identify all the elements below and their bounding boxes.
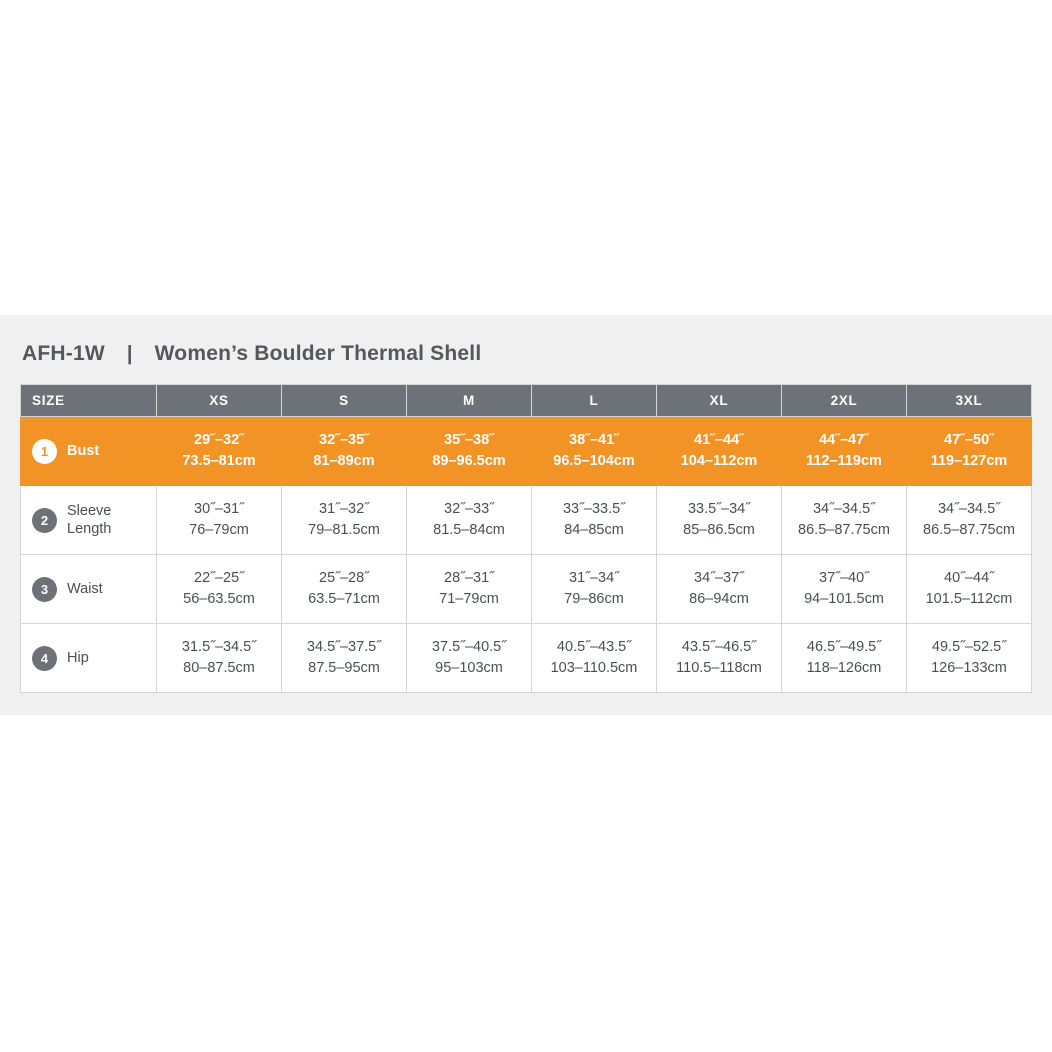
measure-cell [657,417,782,486]
column-header-3xl: 3XL [907,385,1032,417]
measure-cm: 110.5–118cm [676,660,762,676]
measure-inch: 34.5˝–37.5˝ [306,638,382,655]
measure-cm: 81.5–84cm [433,522,505,538]
measure-inch: 34˝–34.5˝ [937,500,1001,517]
measure-cell [907,555,1032,624]
measure-cell [282,417,407,486]
measure-inch: 47˝–50˝ [944,431,994,448]
measure-cell [282,555,407,624]
column-header-xl: XL [657,385,782,417]
measure-cm: 118–126cm [806,660,882,676]
table-row [21,486,1032,555]
measure-cell [157,486,282,555]
measure-cm: 103–110.5cm [550,660,638,676]
measure-cell [407,555,532,624]
size-chart-panel [0,315,1052,715]
measure-cm: 112–119cm [806,453,882,469]
measure-cm: 94–101.5cm [804,591,884,607]
row-number-badge: 1 [32,439,57,464]
measure-inch: 31˝–32˝ [319,500,369,517]
measure-cell [907,624,1032,693]
measure-inch: 46.5˝–49.5˝ [806,638,882,655]
measure-inch: 37˝–40˝ [819,569,869,586]
measure-inch: 35˝–38˝ [444,431,494,448]
column-header-size: SIZE [21,385,157,417]
measure-cm: 86.5–87.75cm [798,522,890,538]
measure-inch: 31˝–34˝ [569,569,619,586]
column-header-2xl: 2XL [782,385,907,417]
measure-cell [532,555,657,624]
measure-cell [532,417,657,486]
measure-cm: 104–112cm [680,453,758,469]
column-header-l: L [532,385,657,417]
measure-cell [407,417,532,486]
measure-cell [657,555,782,624]
column-header-s: S [282,385,407,417]
measure-cm: 96.5–104cm [553,453,635,469]
measure-cell [282,624,407,693]
measure-cell [532,486,657,555]
column-header-m: M [407,385,532,417]
table-row [21,624,1032,693]
measure-cell [532,624,657,693]
measure-cm: 81–89cm [313,453,375,469]
measure-inch: 40.5˝–43.5˝ [556,638,632,655]
measure-inch: 41˝–44˝ [694,431,744,448]
measure-inch: 31.5˝–34.5˝ [181,638,257,655]
measure-inch: 34˝–34.5˝ [812,500,876,517]
measure-cell [407,486,532,555]
measure-cell [782,624,907,693]
measure-cm: 84–85cm [564,522,624,538]
measure-inch: 44˝–47˝ [819,431,869,448]
measure-inch: 32˝–33˝ [444,500,494,517]
table-header-row [21,385,1032,417]
measure-cell [907,486,1032,555]
measure-cm: 86.5–87.75cm [923,522,1015,538]
product-code: AFH-1W [22,342,105,365]
measure-inch: 33˝–33.5˝ [562,500,626,517]
measure-cell [157,624,282,693]
table-row [21,555,1032,624]
measure-cm: 79–86cm [564,591,624,607]
measure-inch: 37.5˝–40.5˝ [431,638,507,655]
row-number-badge: 4 [32,646,57,671]
measure-inch: 22˝–25˝ [194,569,244,586]
row-number-badge: 2 [32,508,57,533]
measure-inch: 34˝–37˝ [694,569,744,586]
table-row [21,417,1032,486]
measure-inch: 29˝–32˝ [194,431,244,448]
measure-cell [782,555,907,624]
row-label-text: Sleeve Length [67,502,112,537]
row-label-cell [21,486,157,555]
row-label-text: Waist [67,580,103,597]
chart-title [0,315,1052,384]
row-number-badge: 3 [32,577,57,602]
measure-cell [782,417,907,486]
measure-cell [157,417,282,486]
row-label-cell [21,417,157,486]
row-label-text: Hip [67,649,89,666]
measure-cm: 101.5–112cm [925,591,1013,607]
measure-cell [657,486,782,555]
measure-cm: 95–103cm [435,660,503,676]
measure-cm: 80–87.5cm [183,660,255,676]
table-body [21,417,1032,693]
measure-inch: 43.5˝–46.5˝ [681,638,757,655]
measure-cm: 89–96.5cm [432,453,506,469]
title-separator: | [126,343,133,365]
column-header-xs: XS [157,385,282,417]
product-name: Women’s Boulder Thermal Shell [154,342,482,365]
measure-inch: 28˝–31˝ [444,569,494,586]
measure-cell [782,486,907,555]
measure-cm: 79–81.5cm [308,522,380,538]
measure-cm: 71–79cm [439,591,499,607]
measure-cm: 73.5–81cm [182,453,256,469]
measure-cm: 56–63.5cm [183,591,255,607]
size-chart-table [20,384,1032,693]
measure-inch: 49.5˝–52.5˝ [931,638,1007,655]
measure-cm: 86–94cm [689,591,749,607]
measure-cm: 63.5–71cm [308,591,380,607]
table-header [21,385,1032,417]
measure-inch: 32˝–35˝ [319,431,369,448]
measure-cm: 126–133cm [931,660,1007,676]
measure-inch: 30˝–31˝ [194,500,244,517]
measure-cm: 85–86.5cm [683,522,755,538]
measure-inch: 38˝–41˝ [569,431,619,448]
measure-inch: 33.5˝–34˝ [687,500,751,517]
measure-cell [407,624,532,693]
measure-cell [282,486,407,555]
measure-cell [657,624,782,693]
measure-cm: 119–127cm [930,453,1008,469]
measure-cm: 76–79cm [189,522,249,538]
row-label-text: Bust [67,442,100,459]
row-label-cell [21,624,157,693]
measure-inch: 40˝–44˝ [944,569,994,586]
measure-inch: 25˝–28˝ [319,569,369,586]
measure-cm: 87.5–95cm [308,660,380,676]
measure-cell [907,417,1032,486]
measure-cell [157,555,282,624]
row-label-cell [21,555,157,624]
